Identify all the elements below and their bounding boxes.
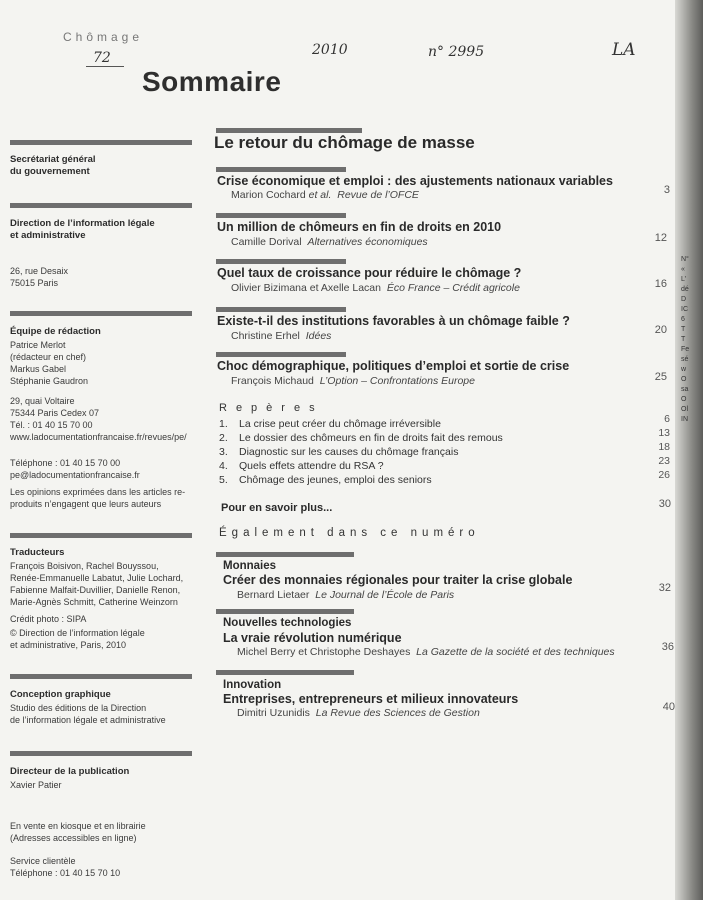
extra-author: Michel Berry et Christophe Deshayes La Gazette de la société et des techniques — [237, 646, 615, 658]
reperes-item: 2. Le dossier des chômeurs en fin de droits fait des remous — [219, 432, 503, 444]
photo-credit: Crédit photo : SIPA — [10, 614, 87, 624]
article-page: 25 — [654, 371, 667, 383]
divider-bar — [10, 533, 192, 538]
traducteurs-title: Traducteurs — [10, 547, 65, 558]
traducteurs-names: François Boisivon, Rachel Bouyssou, Renée-Emmanuelle Labatut, Julie Lochard, Fabienne Malfait-Duvillier, Danielle Renon, Marie-Agnès Schmitt, Catherine Weinzorn — [10, 561, 184, 607]
article-author: François Michaud L’Option – Confrontations Europe — [231, 375, 475, 387]
divider-bar — [10, 674, 192, 679]
extra-page: 32 — [658, 582, 671, 594]
reperes-list — [219, 417, 503, 487]
running-head: Chômage — [63, 30, 144, 44]
pour-en-savoir-plus: Pour en savoir plus... — [221, 502, 333, 514]
equipe-disclaimer: Les opinions exprimées dans les articles re- produits n’engagent que leurs auteurs — [10, 487, 186, 509]
sec-gen-title: Secrétariat général du gouvernement — [10, 154, 96, 177]
extra-title: La vraie révolution numérique — [223, 631, 402, 645]
article-author: Marion Cochard et al. Revue de l’OFCE — [231, 189, 419, 201]
article-title: Choc démographique, politiques d’emploi et sortie de crise — [217, 359, 570, 373]
divider-bar — [216, 213, 346, 218]
article-title: Un million de chômeurs en fin de droits en 2010 — [217, 220, 502, 234]
reperes-heading: Repères — [219, 402, 324, 414]
extra-author: Dimitri Uzunidis La Revue des Sciences de Gestion — [237, 707, 480, 719]
extra-page: 36 — [661, 641, 674, 653]
extra-category: Monnaies — [223, 560, 277, 572]
reperes-item: 4. Quels effets attendre du RSA ? — [219, 460, 384, 472]
conception-title: Conception graphique — [10, 689, 111, 700]
adjacent-page-fragments: N° « L’ dé D IC 6 T T Fe sé w O sa O Ol IN — [681, 256, 690, 423]
conception-text: Studio des éditions de la Direction de l’information légale et administrative — [10, 703, 166, 725]
divider-bar — [10, 311, 192, 316]
equipe-address: 29, quai Voltaire 75344 Paris Cedex 07 Tél. : 01 40 15 70 00 www.ladocumentationfrancaise.fr/revues/pe/ — [10, 396, 187, 442]
equipe-members: Patrice Merlot (rédacteur en chef) Markus Gabel Stéphanie Gaudron — [10, 340, 89, 386]
divider-bar — [10, 203, 192, 208]
extra-title: Entreprises, entrepreneurs et milieux innovateurs — [223, 692, 519, 706]
extra-page: 40 — [662, 701, 675, 713]
handwritten-mark: LA — [612, 40, 636, 60]
article-title: Quel taux de croissance pour réduire le chômage ? — [217, 266, 522, 280]
vente-info: En vente en kiosque et en librairie (Adresses accessibles en ligne) — [10, 821, 146, 843]
extra-category: Innovation — [223, 679, 282, 691]
extra-category: Nouvelles technologies — [223, 617, 352, 629]
article-page: 16 — [654, 278, 667, 290]
handwritten-year: 2010 — [312, 42, 348, 58]
handwritten-number: n° 2995 — [428, 44, 485, 60]
equipe-title: Équipe de rédaction — [10, 326, 101, 337]
divider-bar — [216, 307, 346, 312]
directeur-title: Directeur de la publication — [10, 766, 130, 777]
equipe-contact: Téléphone : 01 40 15 70 00 pe@ladocumentationfrancaise.fr — [10, 458, 140, 480]
handwritten-underline — [86, 66, 124, 67]
reperes-item: 1. La crise peut créer du chômage irréversible — [219, 418, 441, 430]
article-page: 20 — [654, 324, 667, 336]
article-author: Camille Dorival Alternatives économiques — [231, 236, 428, 248]
article-page: 12 — [654, 232, 667, 244]
divider-bar — [216, 352, 346, 357]
page-title: Sommaire — [142, 66, 282, 97]
direction-address: 26, rue Desaix 75015 Paris — [10, 266, 69, 288]
divider-bar — [10, 751, 192, 756]
service-clientele: Service clientèle Téléphone : 01 40 15 70 10 — [10, 856, 121, 878]
direction-title: Direction de l’information légale et administrative — [10, 218, 155, 241]
dossier-title: Le retour du chômage de masse — [214, 133, 475, 152]
divider-bar — [216, 259, 346, 264]
article-title: Crise économique et emploi : des ajustements nationaux variables — [217, 174, 613, 188]
divider-bar — [10, 140, 192, 145]
divider-bar — [216, 670, 354, 675]
article-page: 3 — [663, 184, 670, 196]
divider-bar — [216, 552, 354, 557]
article-title: Existe-t-il des institutions favorables à un chômage faible ? — [217, 314, 570, 328]
extra-author: Bernard Lietaer Le Journal de l’École de Paris — [237, 589, 455, 601]
article-author: Christine Erhel Idées — [231, 330, 332, 342]
page-binding-shadow — [675, 0, 703, 900]
reperes-item: 3. Diagnostic sur les causes du chômage français — [219, 446, 459, 458]
egalement-heading: Également dans ce numéro — [219, 527, 480, 539]
divider-bar — [216, 167, 346, 172]
divider-bar — [216, 609, 354, 614]
extra-title: Créer des monnaies régionales pour traiter la crise globale — [223, 573, 573, 587]
article-author: Olivier Bizimana et Axelle Lacan Éco France – Crédit agricole — [231, 282, 520, 294]
savoir-page: 30 — [658, 498, 671, 510]
copyright: © Direction de l’information légale et administrative, Paris, 2010 — [10, 628, 145, 650]
reperes-pages: 6 13 18 23 26 — [658, 413, 670, 481]
reperes-item: 5. Chômage des jeunes, emploi des seniors — [219, 474, 432, 486]
directeur-name: Xavier Patier — [10, 780, 62, 790]
handwritten-issue: 72 — [93, 50, 111, 66]
